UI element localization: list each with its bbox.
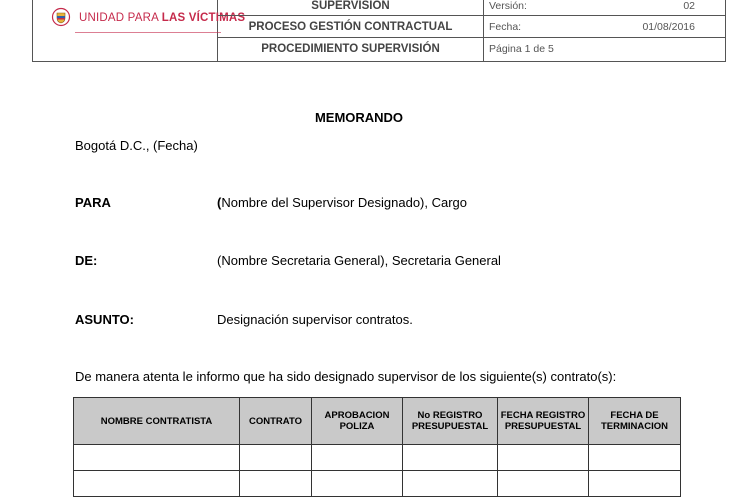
header-supervision: SUPERVISIÓN <box>218 0 483 16</box>
table-cell <box>74 471 240 497</box>
memo-title: MEMORANDO <box>314 110 404 125</box>
para-value: (Nombre del Supervisor Designado), Cargo <box>217 195 468 210</box>
col-header-contractor: NOMBRE CONTRATISTA <box>74 398 240 445</box>
version-label: Versión: <box>489 0 527 12</box>
page-number: Página 1 de 5 <box>489 43 554 55</box>
col-header-end-date: FECHA DE TERMINACION <box>589 398 681 445</box>
contracts-table <box>73 397 681 497</box>
table-cell <box>74 445 240 471</box>
date-row <box>484 16 725 38</box>
version-row <box>484 0 725 16</box>
table-header-row <box>74 398 681 445</box>
unidad-victimas-logo <box>51 7 246 31</box>
header-process: PROCESO GESTIÓN CONTRACTUAL <box>218 16 483 38</box>
intro-paragraph: De manera atenta le informo que ha sido designado supervisor de los siguiente(s) contrato(s): <box>75 369 617 384</box>
logo-underline <box>75 32 221 33</box>
date-label: Fecha: <box>489 21 522 33</box>
logo-wordmark: UNIDAD PARA LAS VÍCTIMAS <box>79 12 246 24</box>
place-date: Bogotá D.C., (Fecha) <box>75 138 198 153</box>
table-row <box>74 445 681 471</box>
asunto-label: ASUNTO: <box>75 312 134 327</box>
version-value: 02 <box>683 0 695 12</box>
table-cell <box>498 471 589 497</box>
table-cell <box>589 471 681 497</box>
header-title-cells <box>218 0 484 61</box>
header-meta-cells <box>484 0 725 61</box>
document-header <box>32 0 726 62</box>
table-cell <box>312 471 403 497</box>
logo-cell <box>33 0 246 61</box>
date-value: 01/08/2016 <box>642 21 695 33</box>
table-cell <box>240 445 312 471</box>
col-header-policy-approval: APROBACION POLIZA <box>312 398 403 445</box>
de-value: (Nombre Secretaria General), Secretaria General <box>217 253 501 268</box>
page-row <box>484 38 725 61</box>
table-cell <box>589 445 681 471</box>
de-label: DE: <box>75 253 98 268</box>
col-header-budget-registry-no: No REGISTRO PRESUPUESTAL <box>403 398 498 445</box>
table-cell <box>240 471 312 497</box>
table-cell <box>403 471 498 497</box>
header-procedure: PROCEDIMIENTO SUPERVISIÓN <box>261 43 440 55</box>
col-header-contract: CONTRATO <box>240 398 312 445</box>
table-cell <box>403 445 498 471</box>
para-label: PARA <box>75 195 111 210</box>
asunto-value: Designación supervisor contratos. <box>217 312 413 327</box>
coat-of-arms-icon <box>51 7 71 27</box>
table-row <box>74 471 681 497</box>
col-header-budget-registry-date: FECHA REGISTRO PRESUPUESTAL <box>498 398 589 445</box>
table-cell <box>312 445 403 471</box>
table-cell <box>498 445 589 471</box>
